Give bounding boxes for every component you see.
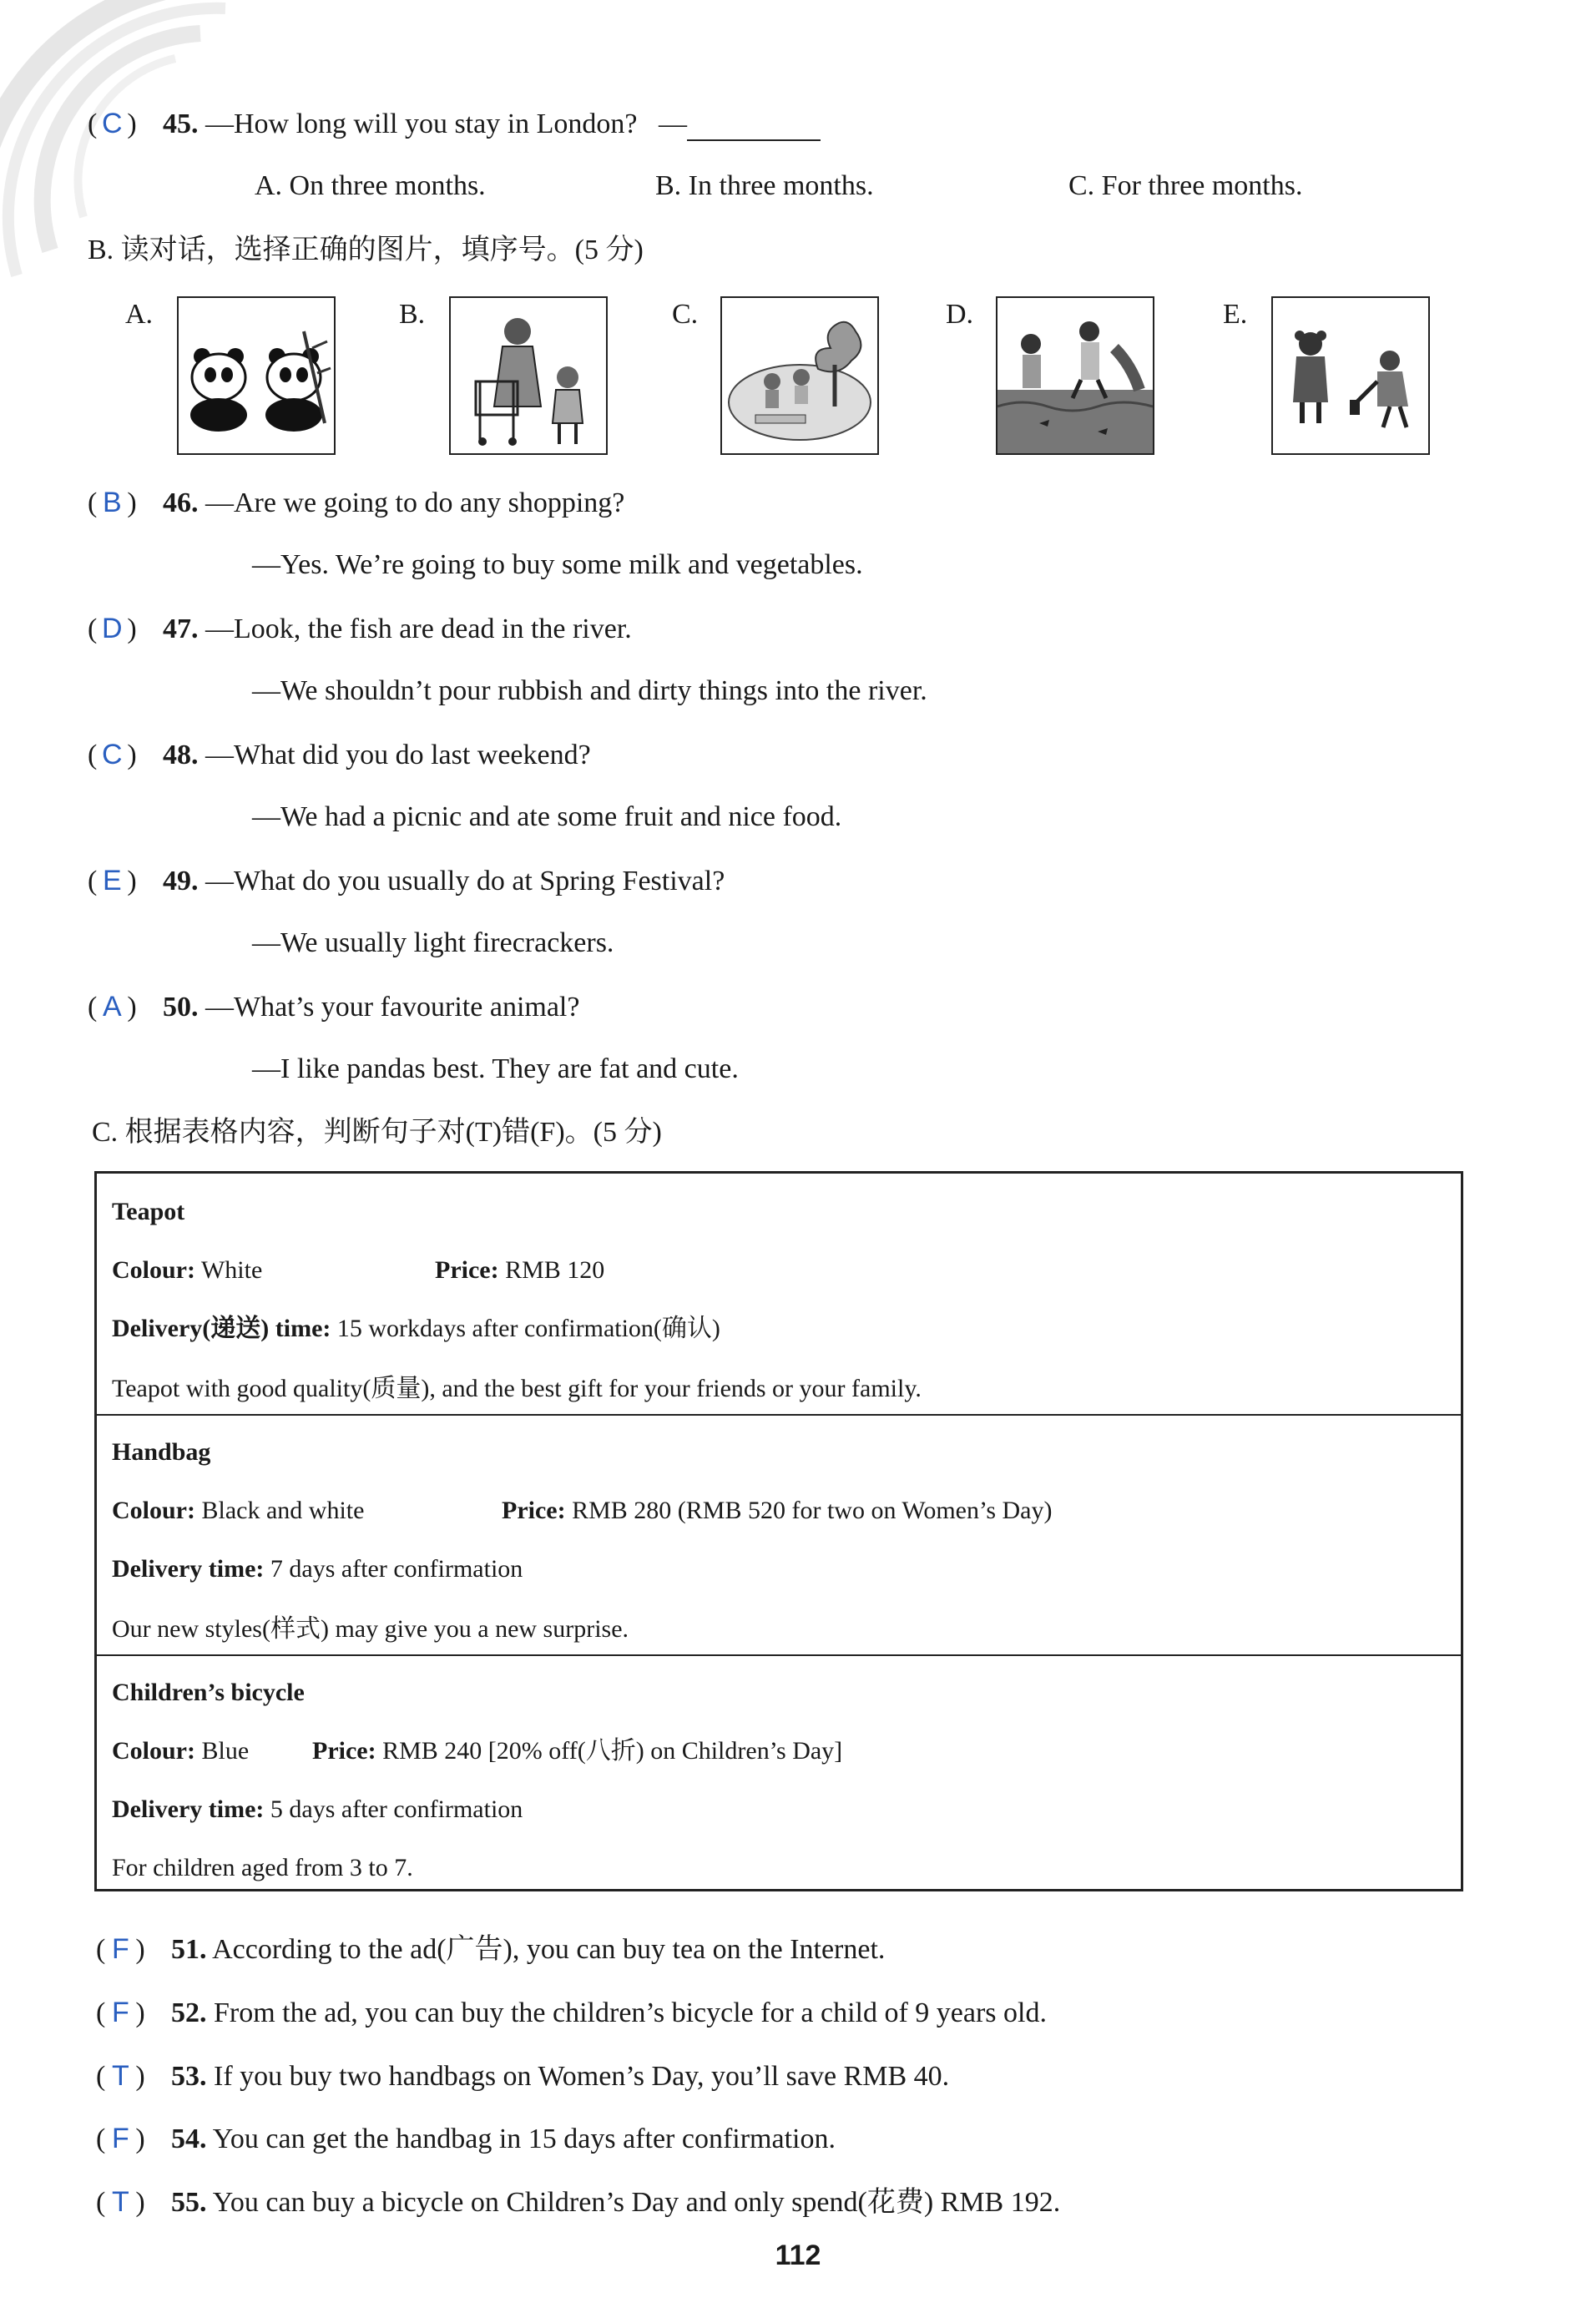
answer-49: E: [102, 865, 122, 896]
answer-45: C: [102, 108, 123, 139]
section-c-title: C. 根据表格内容，判断句子对(T)错(F)。(5 分): [92, 1117, 662, 1148]
handbag-description: Our new styles(样式) may give you a new surprise.: [112, 1615, 629, 1643]
answer-51: F: [111, 1933, 129, 1965]
answer-53: T: [111, 2060, 129, 2092]
handbag-colour: Colour: Black and white: [112, 1497, 365, 1524]
picture-label-e: E.: [1223, 299, 1248, 330]
bicycle-price: Price: RMB 240 [20% off(八折) on Children’s Day]: [312, 1737, 843, 1765]
answer-47: D: [102, 613, 123, 644]
teapot-name: Teapot: [112, 1198, 185, 1225]
bicycle-cell: [97, 1654, 1461, 1889]
question-50: ( A ) 50. —What’s your favourite animal?: [88, 991, 580, 1023]
river-cleanup-icon: [996, 296, 1154, 455]
page-number: 112: [775, 2240, 821, 2271]
reply-50: —I like pandas best. They are fat and cute.: [252, 1053, 739, 1084]
answer-55: T: [111, 2186, 129, 2218]
question-46: ( B ) 46. —Are we going to do any shopping?: [88, 487, 625, 518]
question-49: ( E ) 49. —What do you usually do at Spring Festival?: [88, 865, 725, 896]
picture-label-d: D.: [946, 299, 974, 330]
answer-46: B: [102, 487, 122, 518]
option-c: C. For three months.: [1068, 170, 1303, 201]
answer-50: A: [102, 991, 122, 1023]
handbag-name: Handbag: [112, 1438, 211, 1466]
question-47: ( D ) 47. —Look, the fish are dead in the river.: [88, 613, 632, 644]
reply-48: —We had a picnic and ate some fruit and nice food.: [252, 801, 842, 832]
teapot-delivery: Delivery(递送) time: 15 workdays after confirmation(确认): [112, 1315, 720, 1342]
product-table: [94, 1171, 1463, 1891]
reply-46: —Yes. We’re going to buy some milk and vegetables.: [252, 549, 863, 580]
bicycle-name: Children’s bicycle: [112, 1679, 305, 1706]
picture-label-a: A.: [125, 299, 154, 330]
reply-47: —We shouldn’t pour rubbish and dirty things into the river.: [252, 675, 927, 706]
question-52: ( F ) 52. From the ad, you can buy the children’s bicycle for a child of 9 years old.: [96, 1997, 1047, 2028]
handbag-price: Price: RMB 280 (RMB 520 for two on Women’s Day): [502, 1497, 1053, 1524]
option-a: A. On three months.: [255, 170, 486, 201]
picture-label-c: C.: [672, 299, 699, 330]
picnic-icon: [720, 296, 879, 455]
firecrackers-icon: [1271, 296, 1430, 455]
answer-48: C: [102, 739, 123, 770]
question-number: 45.: [163, 109, 199, 139]
bicycle-description: For children aged from 3 to 7.: [112, 1854, 413, 1881]
question-45: ( C ) 45. —How long will you stay in London? —: [88, 107, 821, 141]
teapot-colour: Colour: White: [112, 1256, 263, 1284]
reply-49: —We usually light firecrackers.: [252, 927, 614, 958]
question-51: ( F ) 51. According to the ad(广告), you can buy tea on the Internet.: [96, 1933, 886, 1965]
answer-52: F: [111, 1997, 129, 2028]
bicycle-colour: Colour: Blue: [112, 1737, 250, 1765]
teapot-description: Teapot with good quality(质量), and the best gift for your friends or your family.: [112, 1375, 922, 1402]
shopping-icon: [449, 296, 608, 455]
pandas-icon: [177, 296, 336, 455]
corner-decoration: [0, 0, 275, 317]
question-54: ( F ) 54. You can get the handbag in 15 days after confirmation.: [96, 2123, 836, 2154]
option-b: B. In three months.: [655, 170, 874, 201]
answer-54: F: [111, 2123, 129, 2154]
handbag-delivery: Delivery time: 7 days after confirmation: [112, 1555, 523, 1583]
question-53: ( T ) 53. If you buy two handbags on Women’s Day, you’ll save RMB 40.: [96, 2060, 950, 2092]
question-text: —How long will you stay in London?: [205, 109, 638, 139]
picture-label-b: B.: [399, 299, 426, 330]
question-48: ( C ) 48. —What did you do last weekend?: [88, 739, 591, 770]
section-b-title: B. 读对话，选择正确的图片，填序号。(5 分): [88, 235, 644, 265]
answer-blank: [687, 114, 821, 141]
handbag-cell: [97, 1414, 1461, 1654]
teapot-price: Price: RMB 120: [435, 1256, 605, 1284]
teapot-cell: [97, 1174, 1461, 1414]
question-55: ( T ) 55. You can buy a bicycle on Children’s Day and only spend(花费) RMB 192.: [96, 2186, 1061, 2218]
bicycle-delivery: Delivery time: 5 days after confirmation: [112, 1795, 523, 1823]
